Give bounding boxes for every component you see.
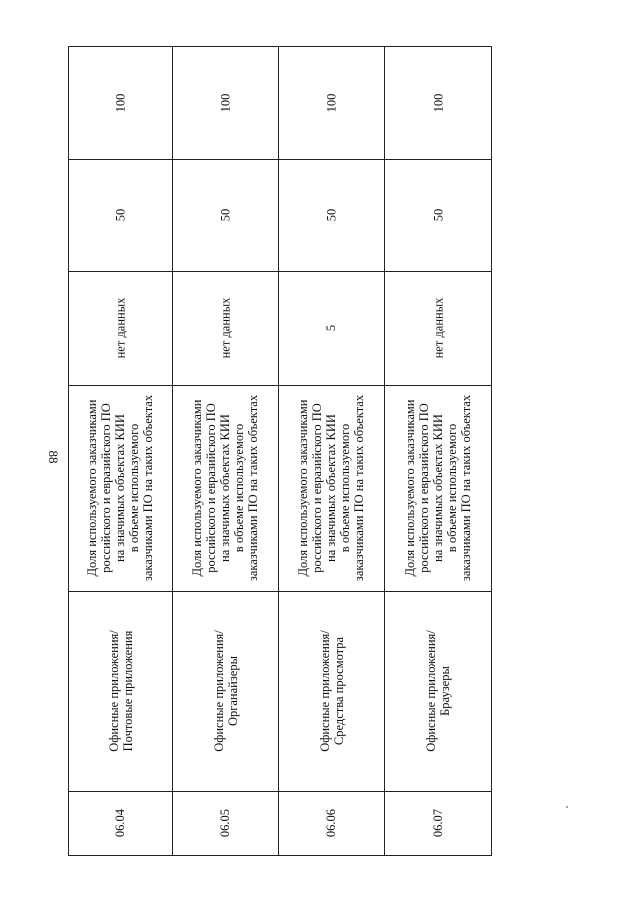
target-final-cell [69,47,172,159]
indicator-label: Доля используемого заказчиками российского и евразийского ПО на значимых объектах КИИ в объеме используемого заказчиками ПО на таких объектах [403,394,473,582]
row-divider [69,591,172,592]
indicator-label: Доля используемого заказчиками российского и евразийского ПО на значимых объектах КИИ в объеме используемого заказчиками ПО на таких объектах [85,394,156,582]
row-divider [69,385,172,386]
row-divider [279,271,384,272]
table-row [384,47,492,855]
table-row [172,47,278,855]
row-divider [69,159,172,160]
scan-artifact [566,806,568,808]
indicator-cell [385,385,491,591]
table-row [278,47,384,855]
target-mid-value: 50 [218,208,233,222]
target-final-cell [385,47,491,159]
baseline-value: 5 [324,324,339,332]
code-cell [279,791,384,855]
target-mid-cell [173,159,278,271]
indicator-label: Доля используемого заказчиками российского и евразийского ПО на значимых объектах КИИ в объеме используемого заказчиками ПО на таких объектах [190,394,261,582]
target-final-cell [279,47,384,159]
target-final-cell [173,47,278,159]
category-label: Офисные приложения/ Средства просмотра [317,630,346,752]
row-divider [385,385,491,386]
target-mid-cell [69,159,172,271]
row-divider [173,791,278,792]
category-label: Офисные приложения/ Органайзеры [211,630,240,752]
target-final-value: 100 [218,93,233,113]
indicator-table [68,46,492,856]
row-divider [385,271,491,272]
target-mid-cell [279,159,384,271]
target-final-value: 100 [431,93,445,113]
code-cell [173,791,278,855]
row-code: 06.06 [324,808,339,838]
category-label: Офисные приложения/ Браузеры [424,630,452,752]
indicator-cell [173,385,278,591]
row-code: 06.04 [113,808,128,838]
row-divider [279,591,384,592]
code-cell [385,791,491,855]
row-divider [279,791,384,792]
row-divider [69,791,172,792]
category-cell [279,591,384,791]
row-divider [279,385,384,386]
row-divider [173,159,278,160]
row-divider [173,271,278,272]
category-cell [385,591,491,791]
target-mid-value: 50 [324,208,339,222]
baseline-value: нет данных [218,297,233,359]
baseline-cell [279,271,384,385]
baseline-cell [69,271,172,385]
row-divider [385,791,491,792]
row-code: 06.07 [431,808,445,838]
target-final-value: 100 [324,93,339,113]
target-mid-cell [385,159,491,271]
page-number: 88 [46,450,61,464]
baseline-cell [173,271,278,385]
row-code: 06.05 [218,808,233,838]
indicator-label: Доля используемого заказчиками российского и евразийского ПО на значимых объектах КИИ в объеме используемого заказчиками ПО на таких объектах [296,394,367,582]
row-divider [69,271,172,272]
category-cell [69,591,172,791]
row-divider [173,385,278,386]
target-final-value: 100 [113,93,128,113]
target-mid-value: 50 [431,208,445,222]
row-divider [279,159,384,160]
indicator-cell [69,385,172,591]
code-cell [69,791,172,855]
table-row [68,47,172,855]
row-divider [173,591,278,592]
baseline-value: нет данных [430,297,445,359]
category-label: Офисные приложения/ Почтовые приложения [106,630,135,752]
baseline-value: нет данных [113,297,128,359]
indicator-cell [279,385,384,591]
category-cell [173,591,278,791]
target-mid-value: 50 [113,208,128,222]
baseline-cell [385,271,491,385]
row-divider [385,591,491,592]
row-divider [385,159,491,160]
